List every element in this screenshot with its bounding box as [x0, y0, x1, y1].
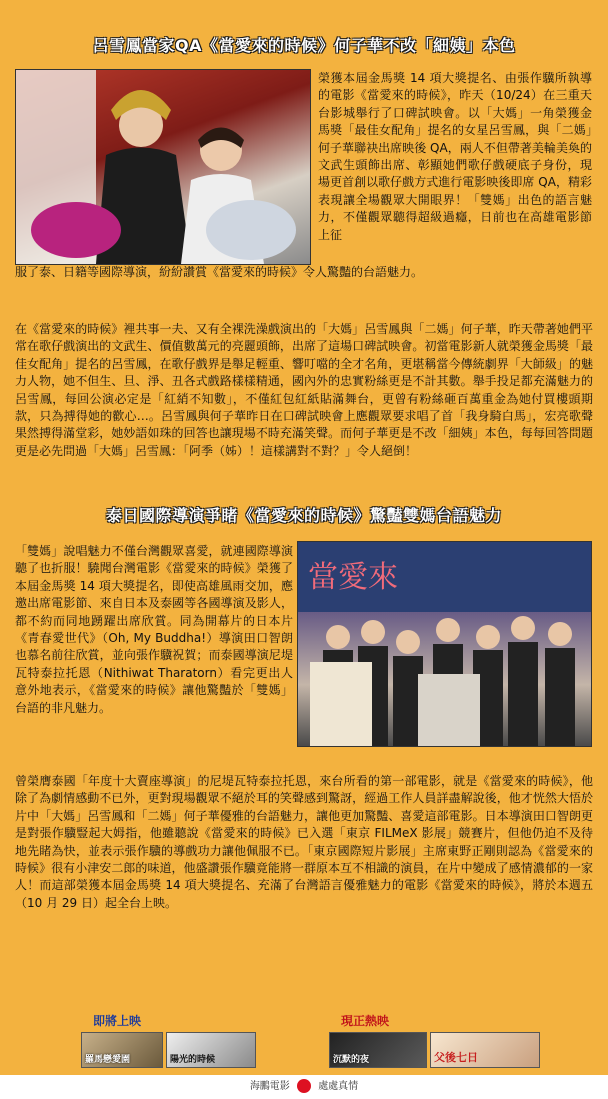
poster-title: 羅馬戀愛園	[85, 1055, 131, 1065]
article-1-photo	[15, 69, 311, 265]
poster-title: 沉默的夜	[333, 1055, 370, 1065]
company-logo-icon	[297, 1079, 311, 1093]
now-showing-poster-1[interactable]	[329, 1032, 427, 1068]
coming-soon-label: 即將上映	[93, 1014, 142, 1028]
poster-title: 父後七日	[434, 1051, 478, 1064]
article-2-paragraph-1: 「雙媽」說唱魅力不僅台灣觀眾喜愛，就連國際導演聽了也折服！驍聞台灣電影《當愛來的時候》榮獲了本屆金馬獎 14 項大獎提名，即使高雄風雨交加，應邀出席電影節、來自日本及泰國等各國導演及影人，都不約而同地踴躍出席欣賞。同為開幕片的日本片《青春愛世代》（Oh, My Buddha!）導演田口智朗也慕名前往欣賞，並向張作驥祝賀；而泰國導演尼堤瓦特泰拉托恩（Nithiwat Tharatorn）看完更出人意外地表示，《當愛來的時候》讓他驚豔於「雙媽」台語的非凡魅力。	[15, 544, 293, 715]
coming-soon-poster-1[interactable]	[81, 1032, 163, 1068]
article-1-paragraph-2: 在《當愛來的時候》裡共事一夫、又有全裸洗澡戲演出的「大媽」呂雪鳳與「二媽」何子華，昨天帶著她們平常在歌仔戲演出的文武生、價值數萬元的亮麗頭飾，出席了這場口碑試映會。初當電影新人就榮獲金馬獎「最佳女配角」提名的呂雪鳳，在歌仔戲界是舉足輕重、響叮噹的全才名角，更堪稱當今傳統劇界「大師級」的魅力人物，她不但生、旦、淨、丑各式戲路樣樣精通，國內外的忠實粉絲更是不計其數。舉手投足都充滿魅力的呂雪鳳，每回公演必定是「紅綃不知數」，不僅紅包紅紙貼滿舞台，更曾有粉絲砸百萬重金為她付買樓頭期款，只為搏得她的歡心…。呂雪鳳與何子華昨日在口碑試映會上應觀眾要求唱了首「我身騎白馬」，宏亮歌聲果然搏得滿堂彩，她妙語如珠的回答也讓現場不時充滿笑聲。而何子華更是不改「細姨」本色，每每回答問題更是必先問過「大媽」呂雪鳳：「阿季（姊）！這樣講對不對？」令人絕倒！	[15, 322, 593, 458]
now-showing-label: 現正熱映	[341, 1014, 390, 1028]
article-2-title: 泰日國際導演爭睹《當愛來的時候》驚豔雙媽台語魅力	[105, 506, 502, 525]
coming-soon-poster-2[interactable]	[166, 1032, 256, 1068]
article-1-title: 呂雪鳳當家QA《當愛來的時候》何子華不改「細姨」本色	[92, 36, 516, 55]
now-showing-poster-2[interactable]	[430, 1032, 540, 1068]
article-1-paragraph-1: 榮獲本屆金馬獎 14 項大獎提名、由張作驥所執導的電影《當愛來的時候》，昨天（10/24）在三重天台影城舉行了口碑試映會。以「大媽」一角榮獲金馬獎「最佳女配角」提名的女星呂雪鳳，與「二媽」何子華聯袂出席映後 QA，兩人不但帶著美輪美奐的文武生頭飾出席、彰顯她們歌仔戲硬底子身份，現場更首創以歌仔戲方式進行電影映後即席 QA，精彩表現讓全場觀眾大開眼界！「雙媽」出色的語言魅力，不僅觀眾聽得超級過癮，日前也在高雄電影節上征	[318, 71, 592, 242]
article-1-paragraph-1-continued: 服了泰、日籍等國際導演，紛紛讚賞《當愛來的時候》令人驚豔的台語魅力。	[15, 265, 424, 279]
footer-brand-right: 處處真情	[318, 1081, 359, 1092]
footer	[0, 1075, 608, 1099]
article-2-photo	[297, 541, 592, 747]
poster-title: 陽光的時候	[170, 1055, 216, 1065]
svg-text:當愛來: 當愛來	[308, 560, 398, 595]
footer-brand-left: 海鵬電影	[249, 1081, 290, 1092]
article-2-paragraph-2: 曾榮膺泰國「年度十大賣座導演」的尼堤瓦特泰拉托恩，來台所看的第一部電影，就是《當愛來的時候》，他除了為劇情感動不已外，更對現場觀眾不絕於耳的笑聲感到驚訝，經過工作人員詳盡解說後，他才恍然大悟於片中「大媽」呂雪鳳和「二媽」何子華優雅的台語魅力，讓他更加驚豔、喜愛這部電影。日本導演田口智朗更是對張作驥豎起大姆指，他雖聽說《當愛來的時候》已入選「東京 FILMeX 影展」競賽片，但他仍迫不及待地先睹為快，並表示張作驥的導戲功力讓他佩服不已。「東京國際短片影展」主席東野正剛則認為《當愛來的時候》很有小津安二郎的味道，他盛讚張作驥竟能將一群原本互不相識的演員，在片中變成了感情濃郁的一家人！而這部榮獲本屆金馬獎 14 項大獎提名、充滿了台灣語言優雅魅力的電影《當愛來的時候》，將於本週五（10 月 29 日）起全台上映。	[15, 774, 593, 910]
